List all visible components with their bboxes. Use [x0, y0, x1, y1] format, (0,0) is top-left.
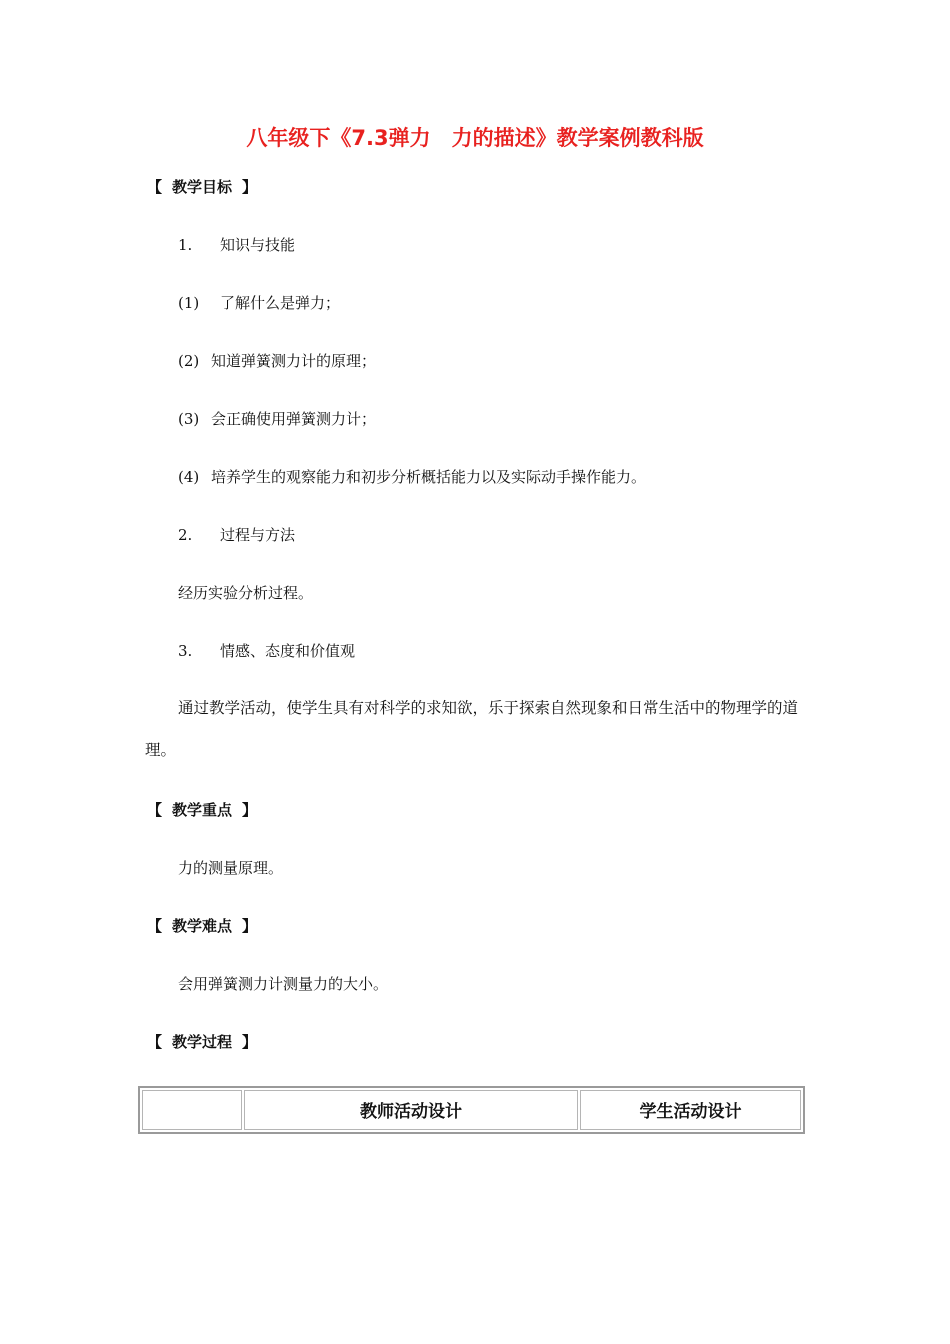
item-number: 3. [178, 642, 193, 660]
bracket-open: 【 [147, 1033, 163, 1051]
bracket-close: 】 [242, 178, 258, 196]
sub-text: 培养学生的观察能力和初步分析概括能力以及实际动手操作能力。 [211, 468, 647, 486]
table-header-row [142, 1090, 801, 1130]
section-heading-difficulty [147, 915, 257, 936]
section-heading-key-point [147, 799, 257, 820]
objective-sub-2 [178, 350, 376, 371]
table-header-cell-teacher: 教师活动设计 [244, 1090, 578, 1130]
objective-sub-3 [178, 408, 376, 429]
bracket-open: 【 [147, 917, 163, 935]
bracket-close: 】 [242, 917, 258, 935]
item-number: 1. [178, 236, 193, 254]
heading-label: 教学难点 [172, 917, 233, 935]
heading-label: 教学过程 [172, 1033, 233, 1051]
sub-number: (1) [178, 294, 200, 312]
sub-number: (4) [178, 468, 200, 486]
objective-item-3 [178, 640, 355, 661]
objective-sub-1 [178, 292, 340, 313]
table-header-cell-empty [142, 1090, 242, 1130]
bracket-close: 】 [242, 801, 258, 819]
heading-label: 教学重点 [172, 801, 233, 819]
bracket-open: 【 [147, 178, 163, 196]
item-label: 知识与技能 [220, 236, 296, 254]
difficulty-text: 会用弹簧测力计测量力的大小。 [178, 975, 389, 993]
objective-sub-4 [178, 466, 646, 487]
item-label: 过程与方法 [220, 526, 296, 544]
objective-item-2-text: 经历实验分析过程。 [178, 584, 314, 602]
bracket-open: 【 [147, 801, 163, 819]
item-label: 情感、态度和价值观 [220, 642, 356, 660]
sub-text: 会正确使用弹簧测力计； [211, 410, 377, 428]
heading-label: 教学目标 [172, 178, 233, 196]
item-number: 2. [178, 526, 193, 544]
key-point-text: 力的测量原理。 [178, 859, 284, 877]
objective-item-3-text: 通过教学活动，使学生具有对科学的求知欲，乐于探索自然现象和日常生活中的物理学的道理。 [145, 699, 799, 759]
process-table-grid [140, 1088, 803, 1132]
sub-number: (3) [178, 410, 200, 428]
objective-item-2 [178, 524, 295, 545]
sub-text: 知道弹簧测力计的原理； [211, 352, 377, 370]
table-header-cell-student: 学生活动设计 [580, 1090, 801, 1130]
process-table [138, 1086, 805, 1134]
section-heading-objectives [147, 176, 257, 197]
document-title: 八年级下《7.3弹力 力的描述》教学案例教科版 [246, 126, 704, 150]
sub-number: (2) [178, 352, 200, 370]
section-heading-process [147, 1031, 257, 1052]
sub-text: 了解什么是弹力； [220, 294, 341, 312]
objective-item-1 [178, 234, 295, 255]
bracket-close: 】 [242, 1033, 258, 1051]
